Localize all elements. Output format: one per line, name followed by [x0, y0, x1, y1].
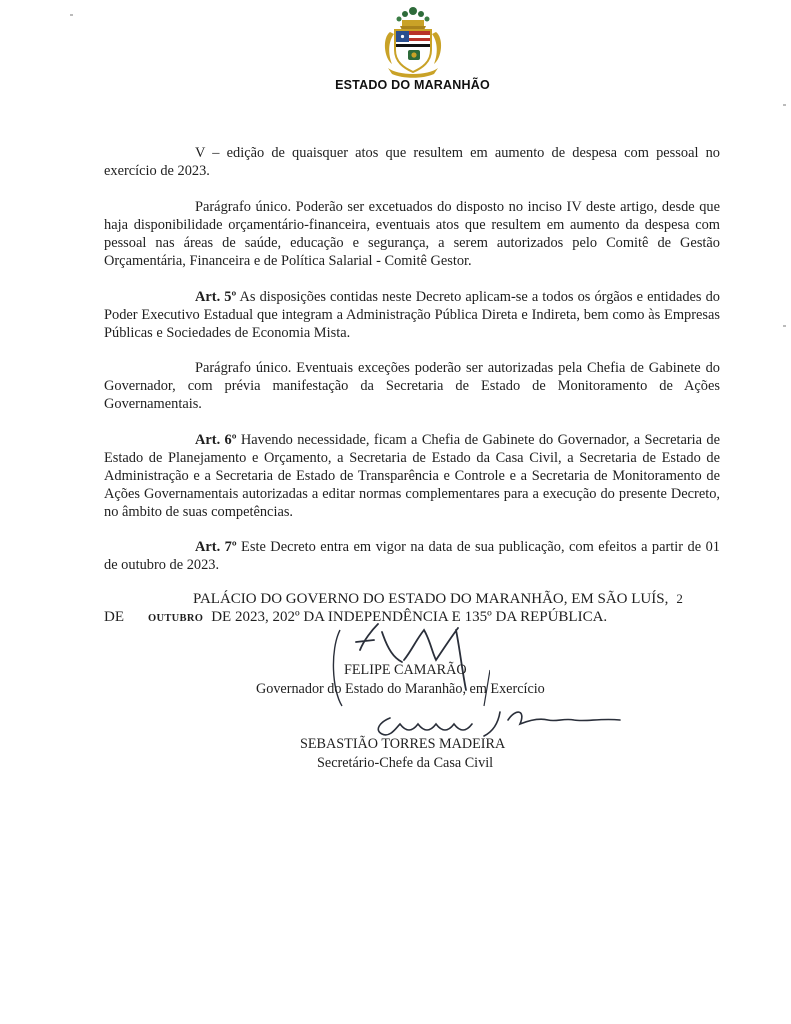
closing-line-1: [193, 591, 683, 608]
closing-day: 2: [676, 591, 683, 606]
article-label: Art. 5º: [195, 289, 237, 305]
paragraph-text: Este Decreto entra em vigor na data de sua publicação, com efeitos a partir de 01 de outubro de 2023.: [104, 539, 720, 573]
scan-mark: [783, 104, 786, 106]
paragraph-text: As disposições contidas neste Decreto aplicam-se a todos os órgãos e entidades do Poder Executivo Estadual que integram a Administração Pública Direta e Indireta, bem como às Empresas Públicas e Sociedades de Economia Mista.: [104, 289, 720, 341]
inciso-v: [104, 144, 720, 180]
closing-month: OUTUBRO: [148, 613, 204, 624]
maranhao-coat-of-arms-icon: [378, 2, 448, 78]
secretary-name: SEBASTIÃO TORRES MADEIRA: [300, 736, 506, 752]
closing-prefix: DE: [104, 609, 124, 625]
paragraph-text: Havendo necessidade, ficam a Chefia de Gabinete do Governador, a Secretaria de Estado de Planejamento e Orçamento, a Secretaria de Estado da Casa Civil, a Secretaria de Estado de Administração e a Secretaria de Estado de Transparência e Controle e a Secretaria de Monitoramento de Ações Governamentais autorizadas a editar normas complementares para a execução do presente Decreto, no âmbito de suas competências.: [104, 432, 720, 520]
state-name: ESTADO DO MARANHÃO: [335, 78, 490, 92]
closing-place: PALÁCIO DO GOVERNO DO ESTADO DO MARANHÃO, EM SÃO LUÍS,: [193, 591, 669, 607]
paragrafo-unico-1: [104, 198, 720, 270]
scan-mark: [70, 14, 73, 16]
article-6: [104, 431, 720, 521]
paragraph-text: V – edição de quaisquer atos que resultem em aumento de despesa com pessoal no exercício de 2023.: [104, 145, 720, 179]
secretary-title: Secretário-Chefe da Casa Civil: [317, 755, 494, 771]
paragrafo-unico-2: [104, 359, 720, 413]
governor-title: Governador do Estado do Maranhão, em Exercício: [256, 681, 545, 697]
article-label: Art. 7º: [195, 539, 237, 555]
paragraph-text: Parágrafo único. Poderão ser excetuados do disposto no inciso IV deste artigo, desde que haja disponibilidade orçamentário-financeira, eventuais atos que resultem em aumento da despesa com pessoal nas áreas de saúde, educação e segurança, a serem autorizados pelo Comitê de Gestão Orçamentária, Financeira e de Política Salarial - Comitê Gestor.: [104, 199, 720, 269]
closing-suffix: DE 2023, 202º DA INDEPENDÊNCIA E 135º DA REPÚBLICA.: [211, 609, 608, 625]
governor-name: FELIPE CAMARÃO: [344, 662, 467, 678]
article-7: [104, 538, 720, 574]
scan-mark: [783, 325, 786, 327]
article-label: Art. 6º: [195, 432, 237, 448]
article-5: [104, 288, 720, 342]
paragraph-text: Parágrafo único. Eventuais exceções poderão ser autorizadas pela Chefia de Gabinete do Governador, com prévia manifestação da Secretaria de Estado de Monitoramento de Ações Governamentais.: [104, 360, 720, 412]
